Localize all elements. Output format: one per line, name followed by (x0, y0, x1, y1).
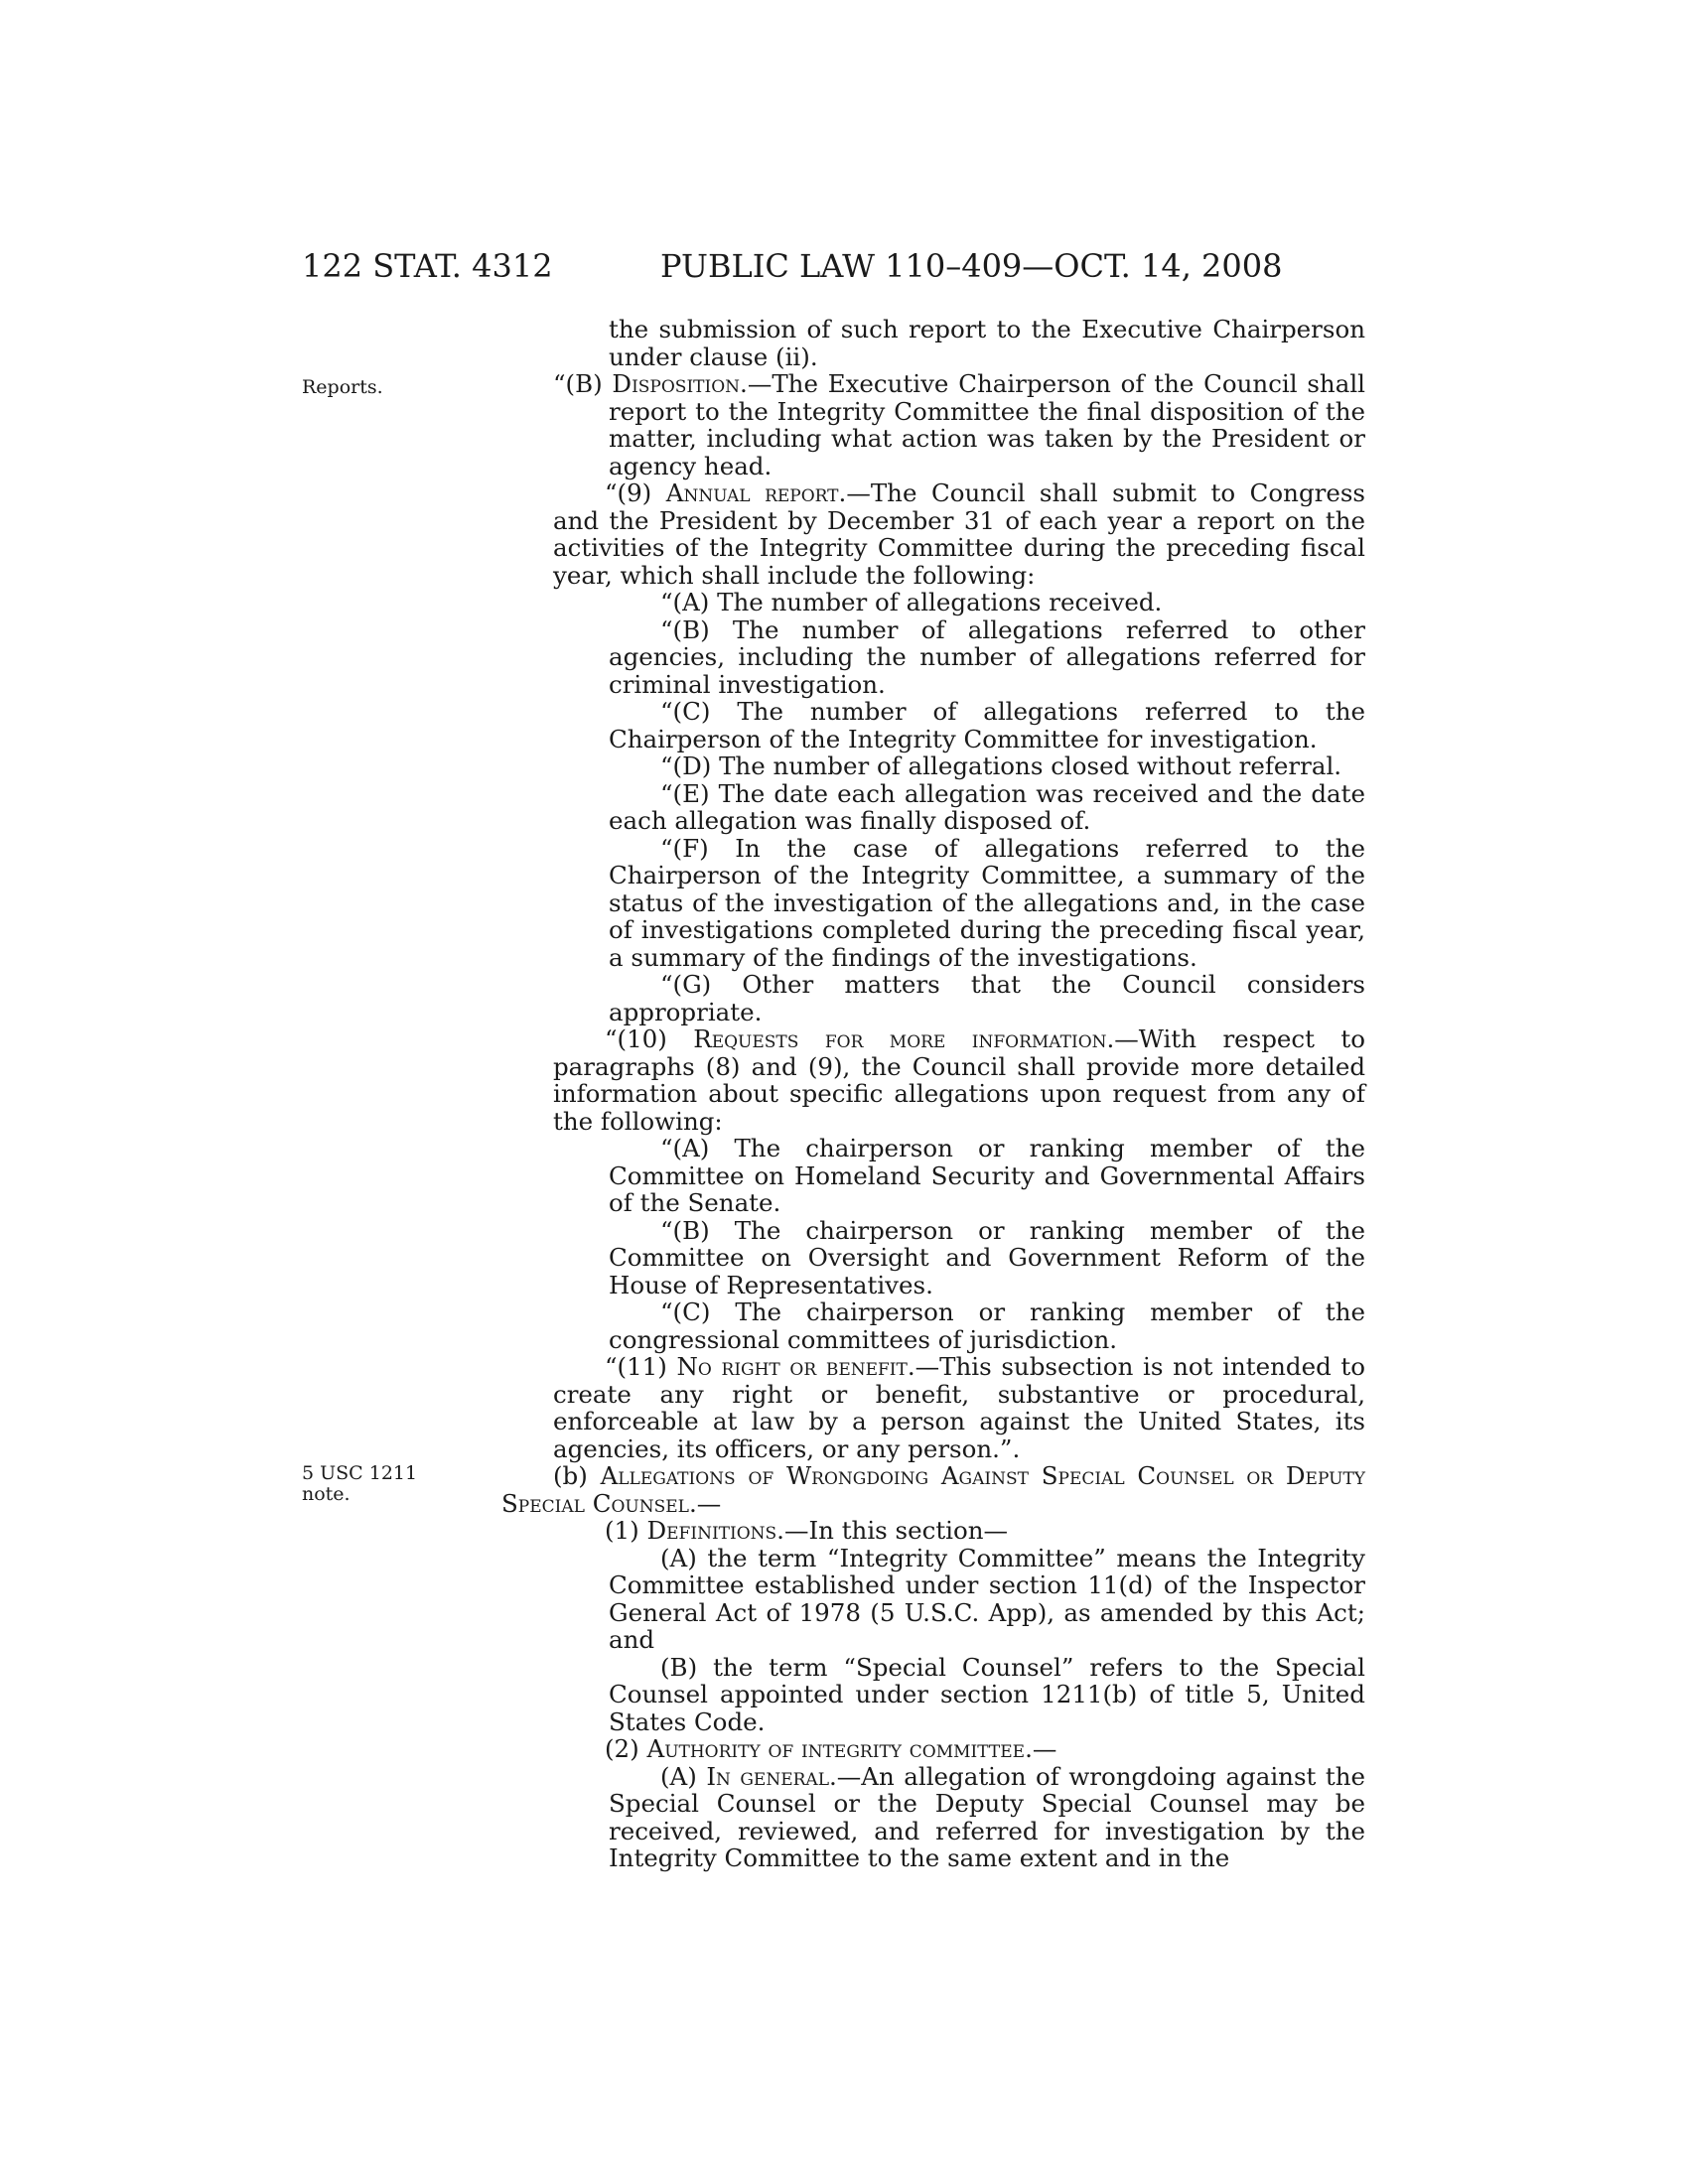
paragraph-2-authority: (2) Authority of integrity committee.— (605, 1734, 1057, 1763)
heading-disposition: Disposition (612, 369, 741, 398)
heading-no-right-or-benefit: No right or benefit (676, 1352, 908, 1381)
list-item-e: “(E) The date each allegation was received and the date each allegation was finally disposed of. (609, 778, 1365, 835)
list-item-a-senate: “(A) The chairperson or ranking member of the Committee on Homeland Security and Governmental Affairs of the Senate. (609, 1134, 1365, 1217)
list-item-c-committees: “(C) The chairperson or ranking member of the congressional committees of jurisdiction. (609, 1297, 1365, 1354)
paragraph-continuation: the submission of such report to the Executive Chairperson under clause (ii). (609, 315, 1365, 371)
margin-note-reports: Reports. (302, 376, 383, 398)
heading-definitions: Definitions (646, 1516, 777, 1545)
paragraph-9-annual-report: “(9) Annual report.—The Council shall submit to Congress and the President by December 31 of each year a report on the activities of the Integrity Committee during the preceding fiscal year, which shall include the following: (553, 478, 1365, 590)
paragraph-11-no-right: “(11) No right or benefit.—This subsection is not intended to create any right or benefit, substantive or procedural, enforceable at law by a person against the United States, its agencies, its officers, or any person.”. (553, 1352, 1366, 1463)
margin-note-usc (302, 1463, 417, 1505)
list-item-d: “(D) The number of allegations closed without referral. (660, 751, 1342, 780)
list-item-b: “(B) The number of allegations referred to other agencies, including the number of allegations referred for criminal investigation. (609, 614, 1365, 699)
list-item-a: “(A) The number of allegations received. (660, 588, 1163, 616)
heading-annual-report: Annual report (665, 478, 839, 507)
statute-body (501, 316, 1365, 1872)
list-item-g: “(G) Other matters that the Council considers appropriate. (609, 970, 1365, 1026)
list-item-f: “(F) In the case of allegations referred to the Chairperson of the Integrity Committee, a summary of the status of the investigation of the allegations and, in the case of investigations completed during the preceding fiscal year, a summary of the findings of the investigations. (609, 833, 1365, 972)
paragraph-1-definitions: (1) Definitions.—In this section— (605, 1516, 1009, 1545)
paragraph-b-disposition: “(B) Disposition.—The Executive Chairperson of the Council shall report to the Integrity Committee the final disposition of the matter, including what action was taken by the President or agency head. (553, 369, 1365, 480)
list-item-c: “(C) The number of allegations referred to the Chairperson of the Integrity Committee for investigation. (609, 697, 1365, 753)
paragraph-a-in-general: (A) In general.—An allegation of wrongdoing against the Special Counsel or the Deputy Special Counsel may be received, reviewed, and referred for investigation by the Integrity Committee to the same extent and in the (609, 1761, 1365, 1872)
page-stat-number: 122 STAT. 4312 (302, 247, 553, 285)
definition-b-special-counsel: (B) the term “Special Counsel” refers to the Special Counsel appointed under section 1211(b) of title 5, United States Code. (609, 1652, 1365, 1736)
heading-allegations-special-counsel: Allegations of Wrongdoing Against Special Counsel or Deputy Special Counsel (501, 1461, 1365, 1518)
section-b-allegations: (b) Allegations of Wrongdoing Against Special Counsel or Deputy Special Counsel.— (501, 1461, 1365, 1518)
paragraph-10-requests: “(10) Requests for more information.—With respect to paragraphs (8) and (9), the Council shall provide more detailed information about specific allegations upon request from any of the following: (553, 1024, 1365, 1136)
heading-in-general: In general (706, 1761, 829, 1791)
heading-authority-of-integrity-committee: Authority of integrity committee (646, 1734, 1026, 1763)
page-running-title: PUBLIC LAW 110–409—OCT. 14, 2008 (660, 247, 1283, 285)
definition-a-integrity-committee: (A) the term “Integrity Committee” means the Integrity Committee established under section 11(d) of the Inspector General Act of 1978 (5 U.S.C. App), as amended by this Act; and (609, 1543, 1365, 1654)
list-item-b-house: “(B) The chairperson or ranking member of the Committee on Oversight and Government Reform of the House of Representatives. (609, 1215, 1365, 1299)
margin-note-usc-line1: 5 USC 1211 (302, 1462, 418, 1484)
heading-requests-for-more-information: Requests for more information (693, 1024, 1107, 1053)
margin-note-usc-line2: note. (302, 1483, 351, 1505)
